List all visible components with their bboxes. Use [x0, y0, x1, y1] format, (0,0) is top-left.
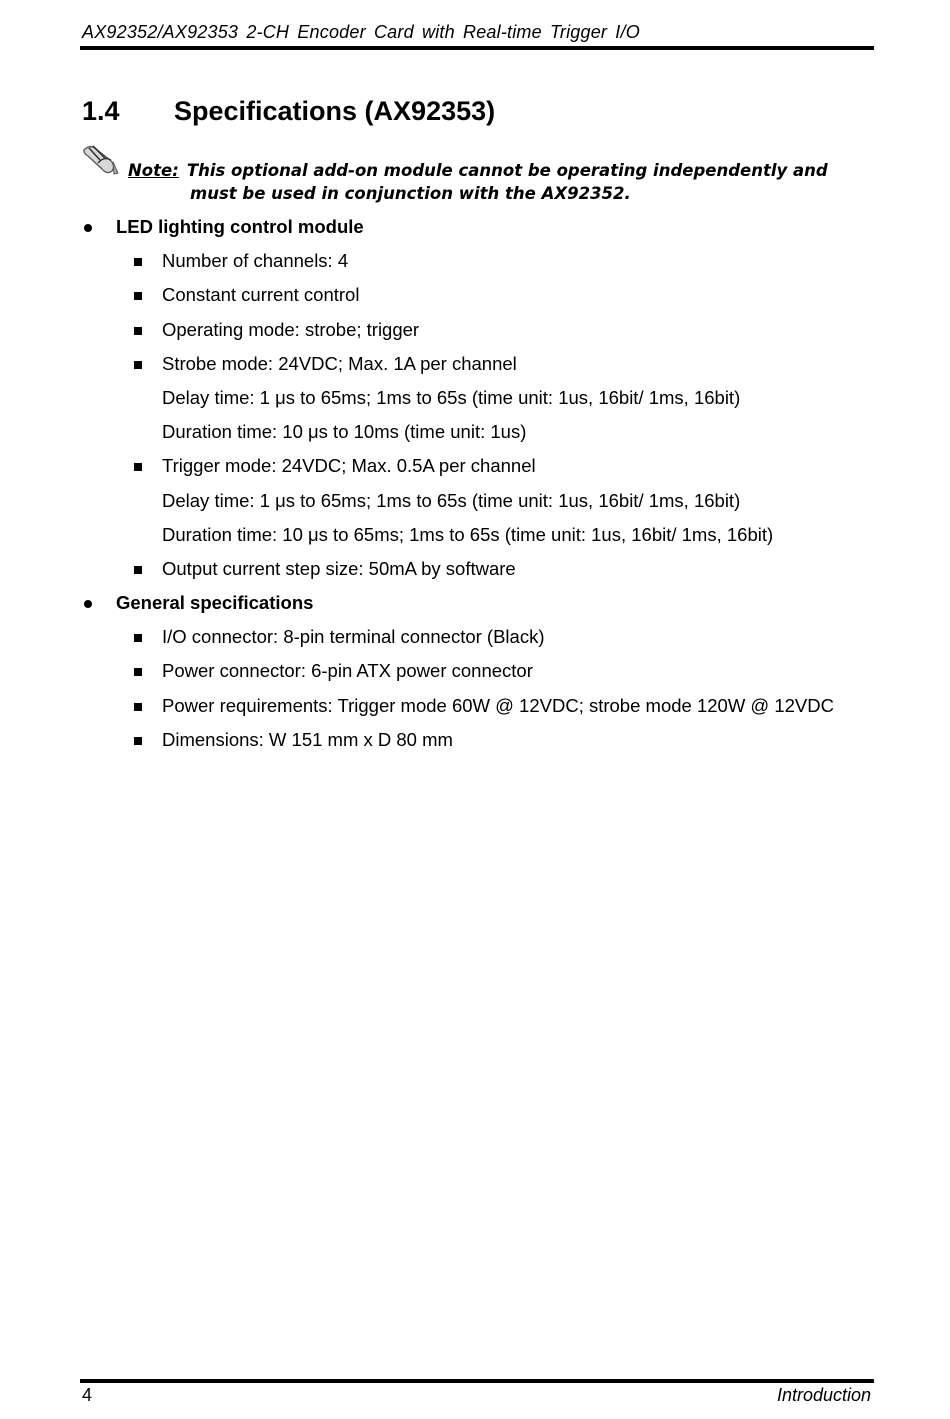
- list-item: [80, 453, 870, 487]
- strobe-mode-spec: Strobe mode: 24VDC; Max. 1A per channel: [162, 352, 517, 374]
- list-item: [80, 624, 870, 658]
- io-connector-spec: I/O connector: 8-pin terminal connector (Black): [162, 626, 545, 648]
- list-item-detail: [80, 419, 870, 453]
- output-step-spec: Output current step size: 50mA by software: [162, 557, 516, 579]
- operating-mode-spec: Operating mode: strobe; trigger: [162, 318, 420, 340]
- list-item: [80, 658, 870, 692]
- trigger-mode-spec: Trigger mode: 24VDC; Max. 0.5A per channel: [162, 455, 536, 477]
- power-requirements-spec: Power requirements: Trigger mode 60W @ 12VDC; strobe mode 120W @ 12VDC: [162, 694, 834, 716]
- pen-icon: [80, 140, 120, 176]
- channels-spec: Number of channels: 4: [162, 250, 349, 272]
- section-title: [82, 96, 495, 127]
- bullet-dot: [84, 224, 92, 232]
- list-item: [80, 727, 870, 761]
- bullet-square: [134, 463, 142, 471]
- list-item-detail: [80, 385, 870, 419]
- list-item-led-module: [80, 214, 870, 248]
- bullet-square: [134, 566, 142, 574]
- bullet-square: [134, 361, 142, 369]
- note-line-1: This optional add-on module cannot be operating independently and: [186, 161, 828, 180]
- power-connector-spec: Power connector: 6-pin ATX power connector: [162, 660, 533, 682]
- bullet-square: [134, 258, 142, 266]
- bullet-dot: [84, 600, 92, 608]
- list-item: [80, 282, 870, 316]
- bullet-square: [134, 668, 142, 676]
- list-item: [80, 556, 870, 590]
- list-item: [80, 248, 870, 282]
- list-item-detail: [80, 488, 870, 522]
- list-item: [80, 351, 870, 385]
- header-rule: [80, 46, 874, 50]
- trigger-delay-spec: Delay time: 1 μs to 65ms; 1ms to 65s (time unit: 1us, 16bit/ 1ms, 16bit): [162, 489, 741, 511]
- bullet-square: [134, 737, 142, 745]
- section-number: 1.4: [82, 96, 120, 126]
- bullet-square: [134, 292, 142, 300]
- bullet-square: [134, 327, 142, 335]
- trigger-duration-spec: Duration time: 10 μs to 65ms; 1ms to 65s (time unit: 1us, 16bit/ 1ms, 16bit): [162, 523, 774, 545]
- strobe-duration-spec: Duration time: 10 μs to 10ms (time unit: 1us): [162, 421, 527, 443]
- dimensions-spec: Dimensions: W 151 mm x D 80 mm: [162, 728, 453, 750]
- specifications-list: [80, 214, 870, 761]
- list-item-detail: [80, 522, 870, 556]
- bullet-square: [134, 634, 142, 642]
- constant-current-spec: Constant current control: [162, 284, 360, 306]
- list-item: [80, 693, 870, 727]
- page-number: 4: [82, 1385, 93, 1405]
- footer-rule: [80, 1379, 874, 1383]
- led-module-heading: LED lighting control module: [116, 216, 364, 237]
- note-line-2: must be used in conjunction with the AX92352.: [190, 184, 631, 203]
- page-header: AX92352/AX92353 2-CH Encoder Card with Real-time Trigger I/O: [82, 22, 640, 42]
- general-heading: General specifications: [116, 592, 314, 614]
- footer-section-title: Introduction: [776, 1385, 871, 1405]
- list-item-general: [80, 590, 870, 624]
- list-item: [80, 317, 870, 351]
- section-heading: Specifications (AX92353): [174, 96, 496, 126]
- bullet-square: [134, 703, 142, 711]
- note-label: Note:: [128, 161, 179, 180]
- note: [128, 159, 868, 205]
- strobe-delay-spec: Delay time: 1 μs to 65ms; 1ms to 65s (time unit: 1us, 16bit/ 1ms, 16bit): [162, 386, 741, 408]
